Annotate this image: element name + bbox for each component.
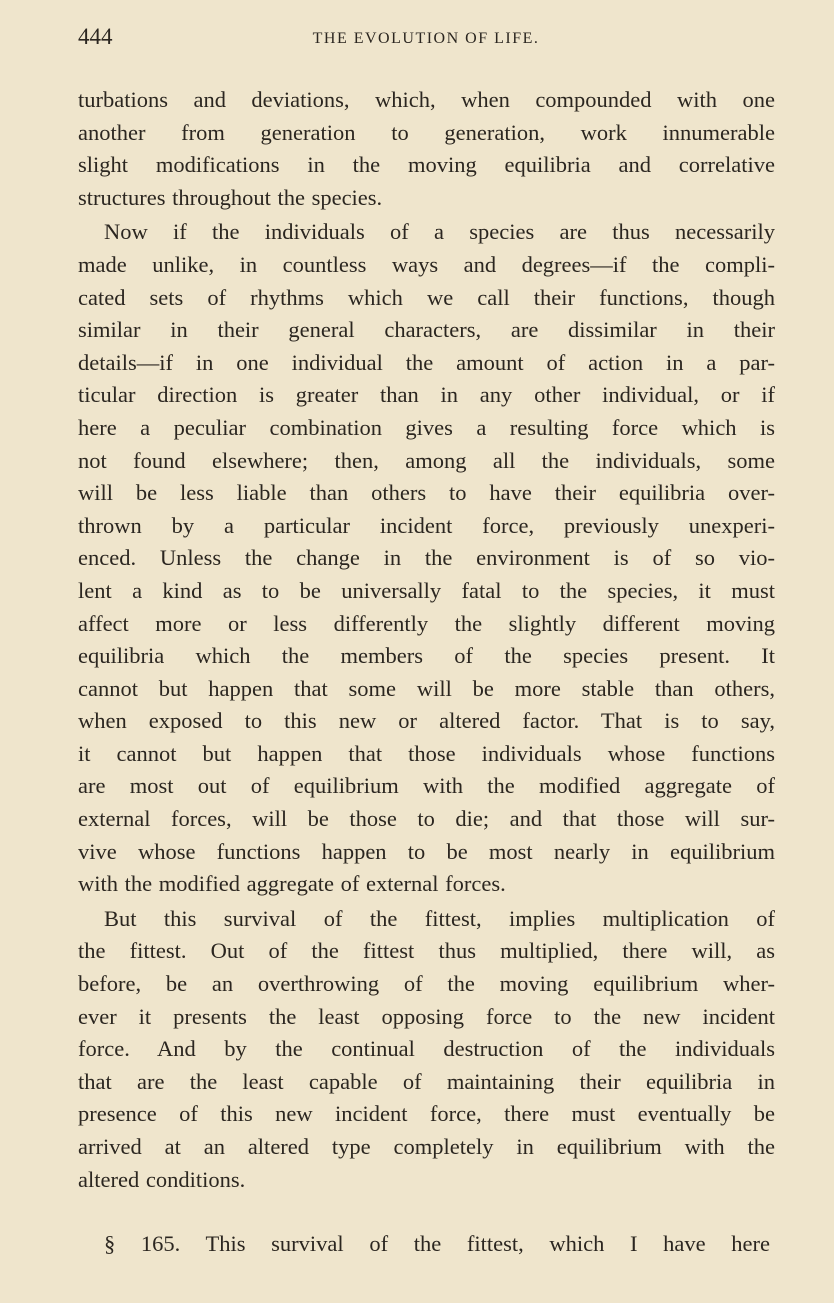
text-line: turbations and deviations, which, when compounded with one <box>78 87 775 112</box>
text-line: But this survival of the fittest, implies multiplication of <box>104 905 775 931</box>
text-line: are most out of equilibrium with the modified aggregate of <box>78 773 775 799</box>
text-line: arrived at an altered type completely in equilibrium with the <box>78 1134 775 1159</box>
text-line: affect more or less differently the slightly different moving <box>78 610 775 636</box>
text-line: when exposed to this new or altered factor. That is to say, <box>78 708 775 734</box>
text-line: cannot but happen that some will be more stable than others, <box>78 675 775 701</box>
text-line: ticular direction is greater than in any other individual, or if <box>78 382 775 408</box>
body-text <box>78 84 775 1198</box>
text-line: ever it presents the least opposing force to the new incident <box>78 1003 775 1029</box>
text-line: force. And by the continual destruction of the individuals <box>78 1036 775 1062</box>
text-line: vive whose functions happen to be most nearly in equilibrium <box>78 838 775 864</box>
text-line: will be less liable than others to have their equilibria over- <box>78 480 775 506</box>
text-line: it cannot but happen that those individuals whose functions <box>78 740 775 766</box>
text-line: cated sets of rhythms which we call their functions, though <box>78 284 775 310</box>
text-line: not found elsewhere; then, among all the individuals, some <box>78 447 775 473</box>
paragraph <box>78 216 775 900</box>
text-line: another from generation to generation, work innumerable <box>78 119 775 145</box>
text-line: external forces, will be those to die; and that those will sur- <box>78 806 775 832</box>
paragraph <box>78 84 775 214</box>
running-title: THE EVOLUTION OF LIFE. <box>312 30 540 47</box>
text-line: structures throughout the species. <box>78 184 383 210</box>
text-line: with the modified aggregate of external forces. <box>78 871 506 897</box>
text-line: lent a kind as to be universally fatal to the species, it must <box>78 577 775 603</box>
text-line: details—if in one individual the amount of action in a par- <box>78 349 775 375</box>
text-line: the fittest. Out of the fittest thus multiplied, there will, as <box>78 938 775 964</box>
text-line: made unlike, in countless ways and degrees—if the compli- <box>78 251 775 277</box>
text-line: slight modifications in the moving equilibria and correlative <box>78 152 775 178</box>
text-line: enced. Unless the change in the environment is of so vio- <box>78 545 775 571</box>
text-line: Now if the individuals of a species are thus necessarily <box>104 219 775 245</box>
text-line: altered conditions. <box>78 1166 246 1192</box>
text-line: here a peculiar combination gives a resulting force which is <box>78 414 775 440</box>
page-number: 444 <box>78 24 113 49</box>
text-line: presence of this new incident force, there must eventually be <box>78 1101 775 1127</box>
text-line: similar in their general characters, are dissimilar in their <box>78 317 775 343</box>
paragraph-gap <box>78 1196 775 1198</box>
text-line: equilibria which the members of the species present. It <box>78 643 775 669</box>
text-line: before, be an overthrowing of the moving equilibrium wher- <box>78 971 775 997</box>
section-165-opening-line: § 165. This survival of the fittest, which I have here <box>104 1231 770 1256</box>
text-line: thrown by a particular incident force, previously unexperi- <box>78 512 775 538</box>
text-line: that are the least capable of maintaining their equilibria in <box>78 1068 775 1094</box>
page-header <box>78 24 774 58</box>
paragraph <box>78 903 775 1196</box>
